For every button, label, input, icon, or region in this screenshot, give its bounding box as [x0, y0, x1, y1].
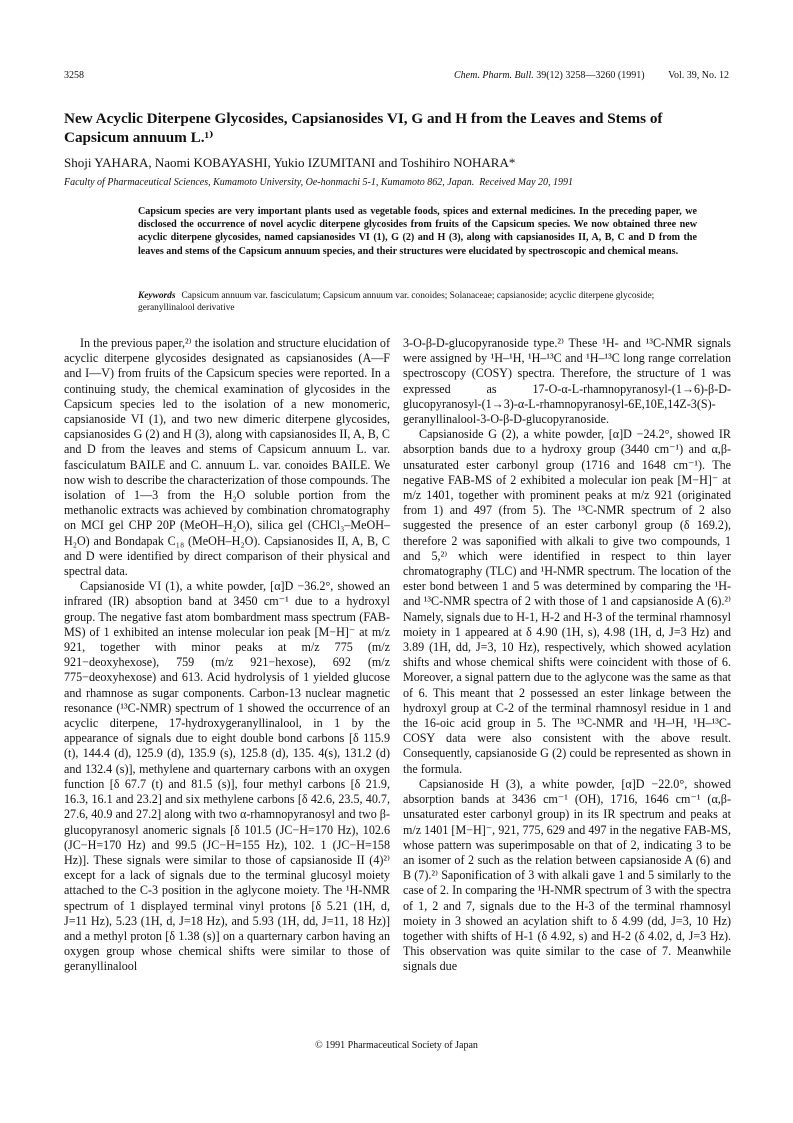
- paper-title: New Acyclic Diterpene Glycosides, Capsianosides VI, G and H from the Leaves and Stems of Capsicum annuum L.¹⁾: [64, 110, 663, 146]
- journal-citation: [454, 70, 645, 81]
- keywords-label: Keywords: [138, 291, 176, 301]
- right-column: [403, 336, 731, 975]
- paragraph: Capsianoside VI (1), a white powder, [α]D −36.2°, showed an infrared (IR) absoption band at 3450 cm⁻¹ due to a hydroxyl group. The negative fast atom bombardment mass spectrum (FAB-MS) of 1 exhibited an intense molecular ion peak [M−H]⁻ at m/z 921, together with minor peaks at m/z 775 (m/z 921−deoxyhexose), 759 (m/z 921−hexose), 692 (m/z 775−deoxyhexose) and 613. Acid hydrolysis of 1 yielded glucose and rhamnose as sugar components. Carbon-13 nuclear magnetic resonance (¹³C-NMR) spectrum of 1 showed the occurrence of an acyclic diterpene, 17-hydroxygeranyllinalool, in 1 by the appearance of signals due to eight double bond carbons [δ 115.9 (t), 144.4 (d), 125.9 (d), 135.9 (s), 125.8 (d), 135. 4(s), 131.2 (d) and 132.4 (s)], methylene and quarternary carbons with an oxygen function [δ 67.7 (t) and 81.5 (s)], four methyl carbons [δ 21.9, 16.3, 16.1 and 23.2] and six methylene carbons [δ 42.6, 23.5, 40.7, 27.6, 40.9 and 27.2] along with two α-rhamnopyranosyl and two β-glucopyranosyl anomeric signals [δ 101.5 (JC−H=170 Hz), 102.6 (JC−H=170 Hz) and 99.5 (JC−H=155 Hz), 102. 1 (JC−H=158 Hz)]. These signals were similar to those of capsianoside II (4)²⁾ except for a lack of signals due to the terminal glucosyl moiety attached to the C-3 position in the aglycone moiety. The ¹H-NMR spectrum of 1 displayed terminal vinyl protons [δ 5.21 (1H, d, J=11 Hz), 5.23 (1H, d, J=18 Hz), and 5.93 (1H, dd, J=11, 18 Hz)] and a methyl proton [δ 1.38 (s)] on a quarternary carbon having an oxygen group whose chemical shifts were similar to those of geranyllinalool: [64, 579, 390, 974]
- journal-name: Chem. Pharm. Bull.: [454, 70, 534, 81]
- abstract: Capsicum species are very important plants used as vegetable foods, spices and external medicines. In the preceding paper, we disclosed the occurrence of novel acyclic diterpene glycosides from fruits of the Capsicum species. We now obtained three new acyclic diterpene glycosides, named capsianosides VI (1), G (2) and H (3), along with capsianosides II, A, B, C and D from the leaves and stems of the Capsicum annuum species, and their structures were elucidated by spectroscopic and chemical means.: [138, 206, 697, 257]
- paragraph: Capsianoside H (3), a white powder, [α]D −22.0°, showed absorption bands at 3436 cm⁻¹ (OH), 1716, 1646 cm⁻¹ (α,β-unsaturated ester carbonyl group) in its IR spectrum and peaks at m/z 1401 [M−H]⁻, 921, 775, 629 and 497 in the negative FAB-MS, whose pattern was superimposable on that of 2, indicating 3 to be an isomer of 2 such as the relation between capsianoside A (6) and B (7).²⁾ Saponification of 3 with alkali gave 1 and 5 similarly to the case of 2. In comparing the ¹H-NMR spectrum of 3 with the spectra of 1, 2 and 7, signals due to the H-3 of the terminal rhamnosyl moiety in 3 showed an acylation shift to δ 4.99 (dd, J=3, 10 Hz) together with shifts of H-1 (δ 4.92, s) and H-2 (δ 4.02, d, J=3 Hz). This observation was quite similar to the case of 7. Meanwhile signals due: [403, 776, 731, 974]
- keywords-text: Capsicum annuum var. fasciculatum; Capsicum annuum var. conoides; Solanaceae; capsianoside; acyclic diterpene glycoside; geranyllinalool derivative: [138, 291, 655, 313]
- keywords: [138, 290, 697, 314]
- paragraph: Capsianoside G (2), a white powder, [α]D −24.2°, showed IR absorption bands due to a hydroxy group (3440 cm⁻¹) and α,β-unsaturated ester carbonyl group (1716 and 1648 cm⁻¹). The negative FAB-MS of 2 exhibited a molecular ion peak [M−H]⁻ at m/z 1401, together with prominent peaks at m/z 921 (originated from 1) and 497 (from 5). The ¹³C-NMR spectrum of 2 also suggested the presence of an ester carbonyl group (δ 169.2), therefore 2 was saponified with alkali to give two compounds, 1 and 5,²⁾ which were identified in respect to thin layer chromatography (TLC) and ¹H-NMR spectrum. The location of the ester bond between 1 and 5 was determined by comparing the ¹H- and ¹³C-NMR spectra of 2 with those of 1 and capsianoside A (6).²⁾ Namely, signals due to H-1, H-2 and H-3 of the terminal rhamnosyl moiety in 1 appeared at δ 4.90 (1H, s), 4.98 (1H, d, J=3 Hz) and 3.89 (1H, dd, J=3, 10 Hz), respectively, which showed acylation shifts and whose chemical shifts were coincident with those of 6. Moreover, a signal pattern due to the aglycone was the same as that of 6. This meant that 2 possessed an ester linkage between the hydroxyl group at C-2 of the terminal rhamnosyl residue in 1 and the 16-oic acid group in 5. The ¹³C-NMR and ¹H–¹H, ¹H–¹³C-COSY data were also consistent with the above result. Consequently, capsianoside G (2) could be represented as shown in the formula.: [403, 427, 731, 776]
- citation-pages: 39(12) 3258—3260 (1991): [536, 70, 645, 81]
- affiliation-text: Faculty of Pharmaceutical Sciences, Kumamoto University, Oe-honmachi 5-1, Kumamoto 862, Japan.: [64, 177, 475, 188]
- copyright-footer: © 1991 Pharmaceutical Society of Japan: [315, 1040, 478, 1051]
- paragraph: 3-O-β-D-glucopyranoside type.²⁾ These ¹H- and ¹³C-NMR signals were assigned by ¹H–¹H, ¹H–¹³C and ¹H–¹³C long range correlation spectroscopy (COSY) spectra. Therefore, the structure of 1 was expressed as 17-O-α-L-rhamnopyranosyl-(1→6)-β-D-glucopyranosyl-(1→3)-α-L-rhamnopyranosyl-6E,10E,14Z-3(S)-geranyllinalool-3-O-β-D-glucopyranoside.: [403, 336, 731, 427]
- left-column: [64, 336, 390, 975]
- affiliation: [64, 177, 729, 188]
- received-date: Received May 20, 1991: [479, 177, 574, 188]
- running-header: [64, 70, 729, 84]
- page-number: 3258: [64, 70, 84, 81]
- author-list: Shoji YAHARA, Naomi KOBAYASHI, Yukio IZUMITANI and Toshihiro NOHARA*: [64, 155, 516, 170]
- paragraph: In the previous paper,²⁾ the isolation and structure elucidation of acyclic diterpene glycosides designated as capsianosides (A—F and I—V) from fruits of the Capsicum species were reported. In a continuing study, the chemical examination of glycosides in the Capsicum species led to the isolation of a new monomeric, capsianoside VI (1), and two new dimeric diterpene glycosides, capsianosides G (2) and H (3), along with capsianosides II, A, B, C and D from the leaves and stems of Capsicum annuum L. var. fasciculatum BAILE and C. annuum L. var. conoides BAILE. We now wish to describe the characterization of those compounds. The isolation of 1—3 from the H₂O soluble portion from the methanolic extracts was achieved by combination chromatography on MCI gel CHP 20P (MeOH–H₂O), silica gel (CHCl₃–MeOH–H₂O) and Bondapak C₁₈ (MeOH–H₂O). Capsianosides II, A, B, C and D were identified by direct comparison of their physical and spectral data.: [64, 336, 390, 579]
- volume-issue: Vol. 39, No. 12: [668, 70, 729, 81]
